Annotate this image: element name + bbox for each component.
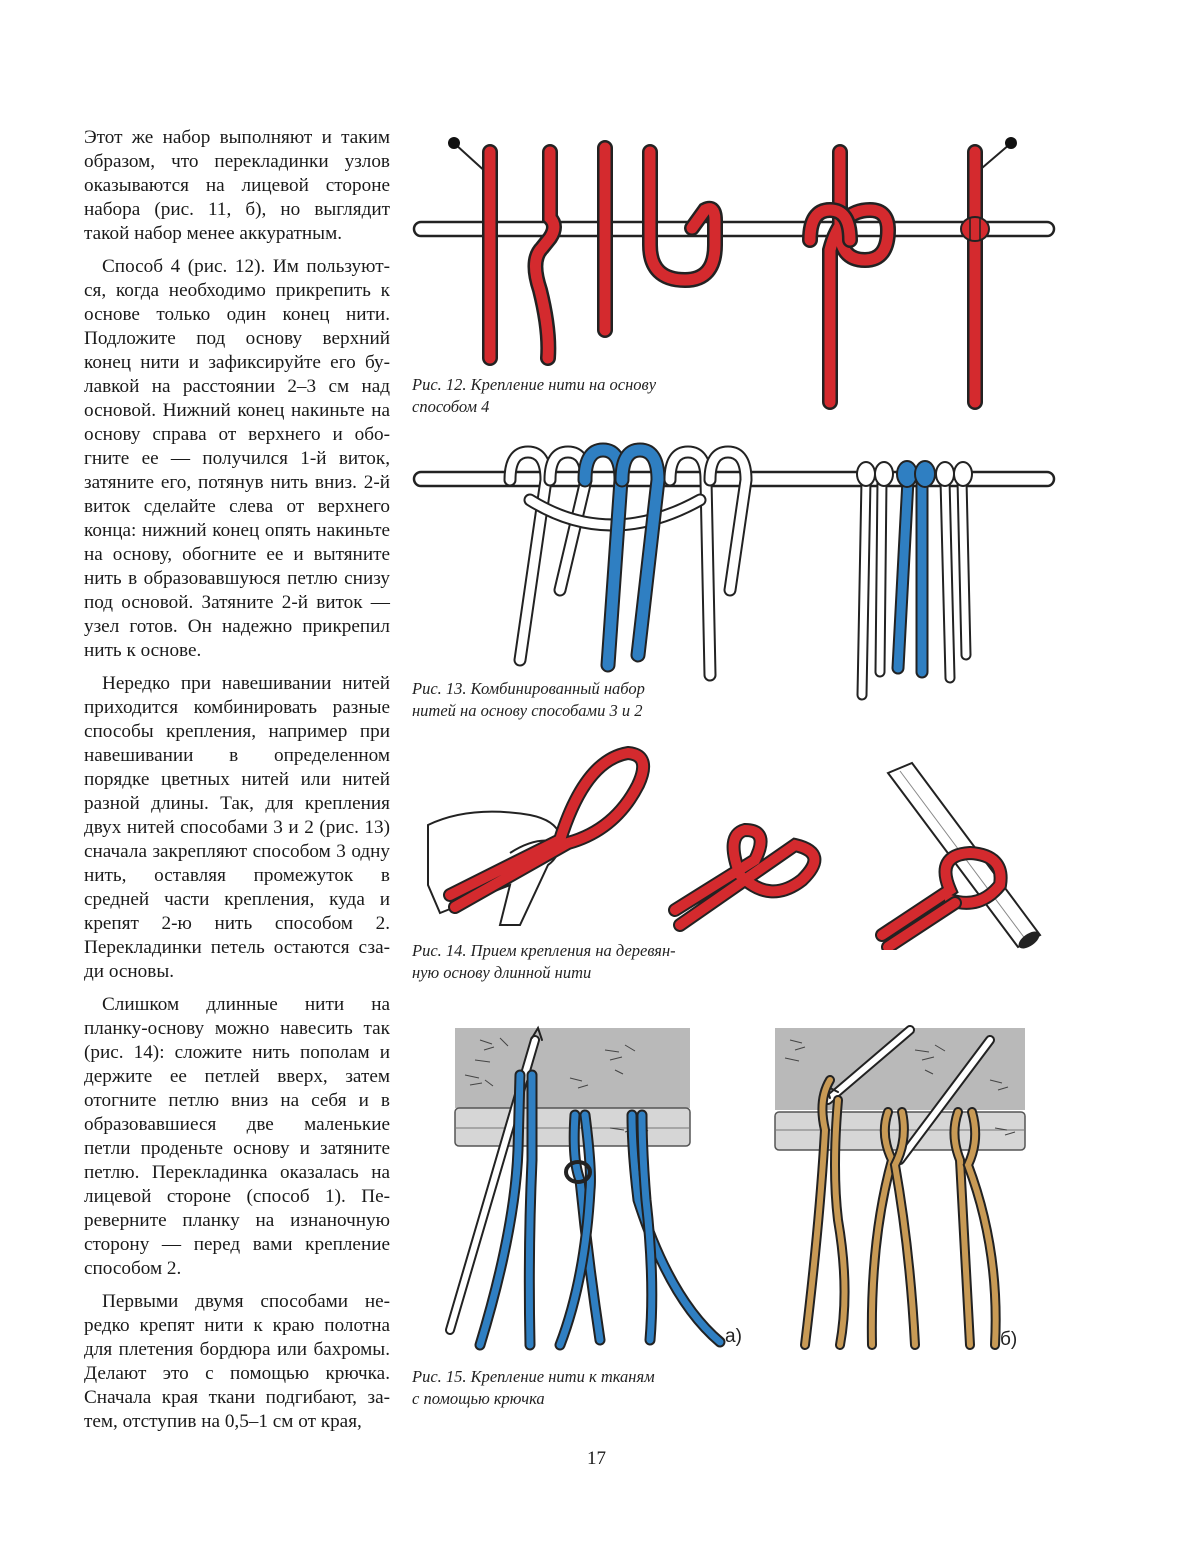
thread-step-2 (675, 830, 814, 925)
figure-12-illustration (410, 130, 1060, 410)
paragraph: Способ 4 (рис. 12). Им пользуются, когда необходимо прикрепить к основе только один конец нити. Подложите под основу верхний конец нити и зафиксируйте его булавкой на расстоянии 2–3 см над основой. Нижний конец накиньте на основу справа от верхнего и обогните ее — получился 1-й виток, затяните его, потянув нить вниз. 2-й виток сделайте слева от верхнего конца: нижний конец опять накиньте на основу, обогните ее и вытяните нить в образовавшуюся петлю снизу под основой. Затяните 2-й виток — узел готов. Он надежно прикрепил нить к основе. (84, 256, 390, 661)
panel-label-b: б) (1000, 1329, 1018, 1350)
blue-threads-right (897, 461, 935, 672)
caption-line: с помощью крючка (412, 1389, 545, 1408)
body-text-column (84, 126, 390, 1434)
figure-13-caption (412, 678, 645, 722)
figure-14-caption (412, 940, 676, 984)
figure-13-illustration (410, 440, 1060, 705)
page-number: 17 (587, 1448, 606, 1469)
figure-15-caption (412, 1366, 655, 1410)
caption-line: ную основу длинной нити (412, 963, 592, 982)
white-threads-right (857, 462, 972, 695)
paragraph: Нередко при навешивании нитей приходится комбинировать разные способы крепления, например при навешивании в определенном порядке цветных нитей или нитей разной длины. Так, для крепления двух нитей способами 3 и 2 (рис. 13) сначала закрепляют способом 3 одну нить, оставляя промежуток в средней части крепления, куда и крепят 2-ю нить способом 2. Перекладинки петель остаются сзади основы. (84, 673, 390, 982)
thread-step-1 (490, 152, 554, 358)
thread-step-3 (810, 152, 888, 402)
paragraph: Слишком длинные нити на планку-основу можно навесить так (рис. 14): сложите нить пополам и держите ее петлей вверх, затем отогните петлю вниз на себя и в образовавшиеся две маленькие петли проденьте основу и затяните петлю. Перекладинка оказалась на лицевой стороне (способ 1). Переверните планку на изнаночную сторону — перед вами крепление способом 2. (84, 994, 390, 1279)
thread-step-4 (961, 152, 989, 402)
panel-label-a: а) (725, 1326, 742, 1347)
caption-line: Рис. 12. Крепление нити на основу (412, 375, 657, 394)
caption-line: Рис. 14. Прием крепления на деревян- (412, 941, 676, 960)
paragraph: Первыми двумя способами нередко крепят нити к краю полотна для плетения бордюра или бахромы. Делают это с помощью крючка. Сначала края ткани подгибают, затем, отступив на 0,5–1 см от края, (84, 1291, 390, 1432)
thread-step-2 (605, 148, 715, 330)
caption-line: Рис. 15. Крепление нити к тканям (412, 1367, 655, 1386)
base-rod (414, 222, 1054, 236)
figure-12-caption (412, 374, 656, 418)
caption-line: способом 4 (412, 397, 490, 416)
caption-line: нитей на основу способами 3 и 2 (412, 701, 643, 720)
caption-line: Рис. 13. Комбинированный набор (412, 679, 645, 698)
figure-14-illustration (410, 735, 1060, 950)
paragraph: Этот же набор выполняют и таким образом, что перекладинки узлов оказываются на лицевой стороне набора (рис. 11, б), но выглядит такой набор менее аккуратным. (84, 127, 390, 244)
figure-15-illustration (410, 1020, 1060, 1360)
